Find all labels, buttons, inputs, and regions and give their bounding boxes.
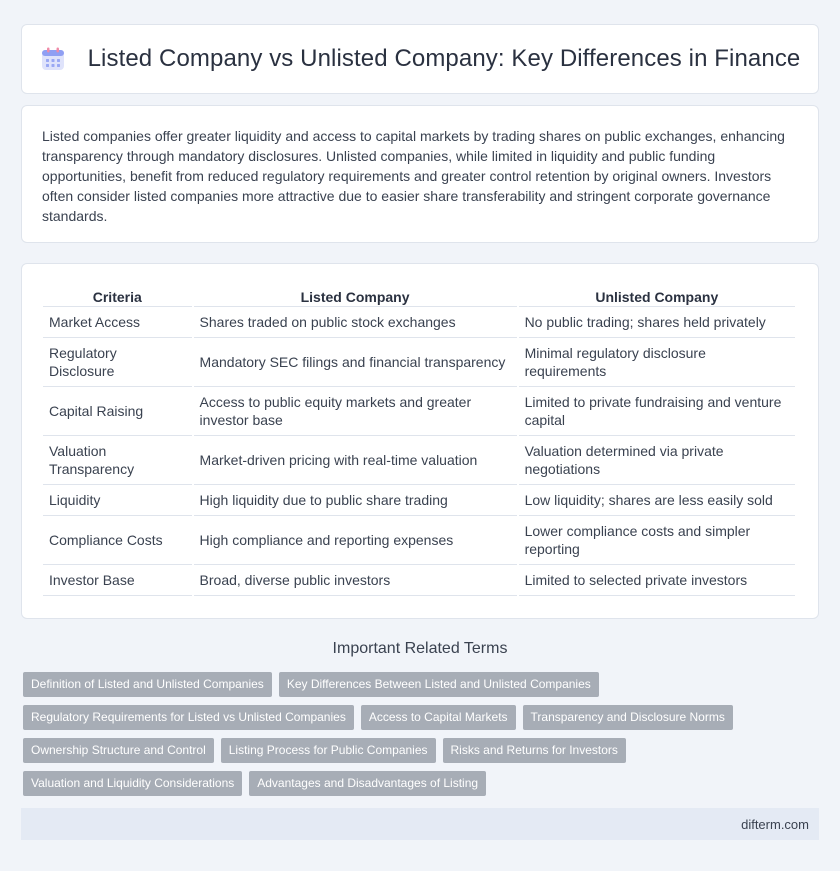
listed-cell: Broad, diverse public investors [194,565,517,596]
criteria-cell: Compliance Costs [43,516,192,565]
listed-cell: Shares traded on public stock exchanges [194,307,517,338]
listed-cell: High liquidity due to public share trading [194,485,517,516]
intro-text: Listed companies offer greater liquidity and access to capital markets by trading shares on public exchanges, enhancing transparency through mandatory disclosures. Unlisted companies, while limited in liquidity and public funding opportunities, benefit from reduced regulatory requirements and greater control retention by original owners. Investors often consider listed companies more attractive due to easier share transferability and stringent corporate governance standards. [42,128,785,224]
comparison-table-card [21,263,819,619]
related-term-tag[interactable]: Listing Process for Public Companies [221,738,436,763]
criteria-cell: Capital Raising [43,387,192,436]
related-term-tag[interactable]: Definition of Listed and Unlisted Companies [23,672,272,697]
header-unlisted-company: Unlisted Company [519,284,795,307]
unlisted-cell: Minimal regulatory disclosure requirements [519,338,795,387]
criteria-cell: Valuation Transparency [43,436,192,485]
page-footer [21,808,819,840]
table-row [43,338,795,387]
related-term-tag[interactable]: Key Differences Between Listed and Unlisted Companies [279,672,599,697]
unlisted-cell: Limited to selected private investors [519,565,795,596]
table-row [43,307,795,338]
table-row [43,387,795,436]
comparison-table [41,284,797,596]
intro-section [21,105,819,243]
criteria-cell: Market Access [43,307,192,338]
table-row [43,436,795,485]
criteria-cell: Regulatory Disclosure [43,338,192,387]
related-terms-title: Important Related Terms [332,640,508,657]
related-term-tag[interactable]: Regulatory Requirements for Listed vs Unlisted Companies [23,705,354,730]
unlisted-cell: Low liquidity; shares are less easily sold [519,485,795,516]
unlisted-cell: Limited to private fundraising and venture capital [519,387,795,436]
listed-cell: High compliance and reporting expenses [194,516,517,565]
listed-cell: Mandatory SEC filings and financial transparency [194,338,517,387]
footer-site-link[interactable]: difterm.com [741,816,809,832]
criteria-cell: Liquidity [43,485,192,516]
criteria-cell: Investor Base [43,565,192,596]
related-term-tag[interactable]: Transparency and Disclosure Norms [523,705,733,730]
table-header-row [43,284,795,307]
table-row [43,485,795,516]
unlisted-cell: Lower compliance costs and simpler reporting [519,516,795,565]
page-header [21,24,819,94]
calendar-icon [40,46,66,72]
unlisted-cell: No public trading; shares held privately [519,307,795,338]
header-listed-company: Listed Company [194,284,517,307]
related-term-tag[interactable]: Advantages and Disadvantages of Listing [249,771,486,796]
related-term-tag[interactable]: Access to Capital Markets [361,705,516,730]
header-criteria: Criteria [43,284,192,307]
related-term-tag[interactable]: Valuation and Liquidity Considerations [23,771,242,796]
unlisted-cell: Valuation determined via private negotiations [519,436,795,485]
table-row [43,516,795,565]
page-title: Listed Company vs Unlisted Company: Key Differences in Finance [87,45,801,72]
related-terms-list [23,672,823,796]
related-term-tag[interactable]: Risks and Returns for Investors [443,738,626,763]
listed-cell: Market-driven pricing with real-time valuation [194,436,517,485]
related-term-tag[interactable]: Ownership Structure and Control [23,738,214,763]
table-row [43,565,795,596]
listed-cell: Access to public equity markets and greater investor base [194,387,517,436]
